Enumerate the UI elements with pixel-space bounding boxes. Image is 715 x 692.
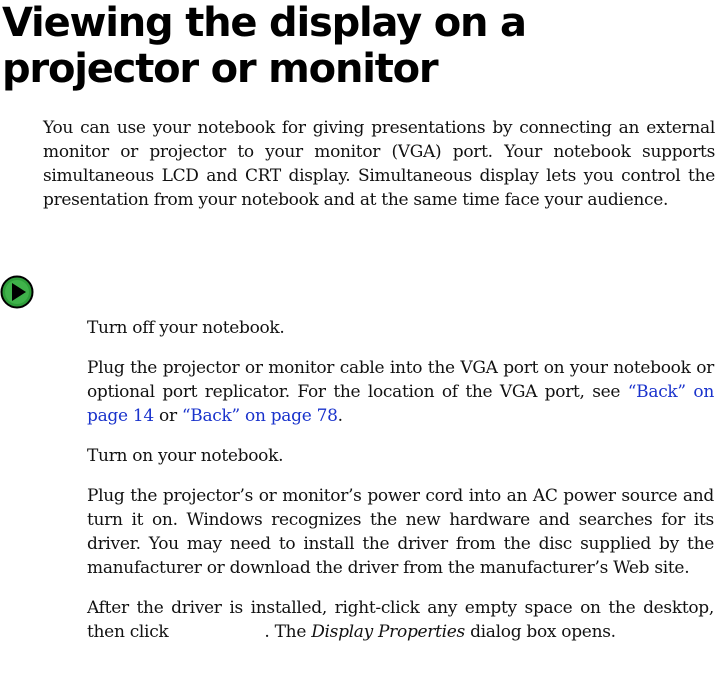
step-1-text: Turn off your notebook. — [87, 318, 285, 338]
step-5-text: After the driver is installed, right-click any empty space on the desktop, then click — [87, 598, 714, 642]
title-line-1: Viewing the display on a — [2, 0, 526, 46]
back-page-14-link[interactable]: “Back” on page 14 — [87, 382, 714, 426]
step-3-text: Turn on your notebook. — [87, 446, 284, 466]
step-4 — [87, 484, 714, 580]
back-page-78-link[interactable]: “Back” on page 78 — [181, 406, 338, 426]
display-properties-term: Display Properties — [311, 622, 465, 642]
page-title — [2, 0, 702, 92]
step-2-or: or — [153, 406, 182, 426]
procedure-steps — [87, 316, 714, 660]
step-2-end: . — [337, 406, 343, 426]
step-1 — [87, 316, 714, 340]
step-5-end: dialog box opens. — [464, 622, 616, 642]
step-2-text: Plug the projector or monitor cable into the VGA port on your notebook or optional port replicator. For the location of the VGA port, see — [87, 358, 714, 402]
play-arrow-icon — [0, 275, 34, 309]
step-2 — [87, 356, 714, 428]
step-4-text: Plug the projector’s or monitor’s power cord into an AC power source and turn it on. Windows recognizes the new hardware and searches for its driver. You may need to install the driver from the disc supplied by the manufacturer or download the driver from the manufacturer’s Web site. — [87, 486, 714, 578]
intro-paragraph: You can use your notebook for giving presentations by connecting an external monitor or projector to your monitor (VGA) port. Your notebook supports simultaneous LCD and CRT display. Simultaneous display lets you control the presentation from your notebook and at the same time face your audience. — [43, 118, 715, 210]
step-5-after: . The — [264, 622, 312, 642]
step-3 — [87, 444, 714, 468]
step-5 — [87, 596, 714, 644]
title-line-2: projector or monitor — [2, 46, 438, 92]
